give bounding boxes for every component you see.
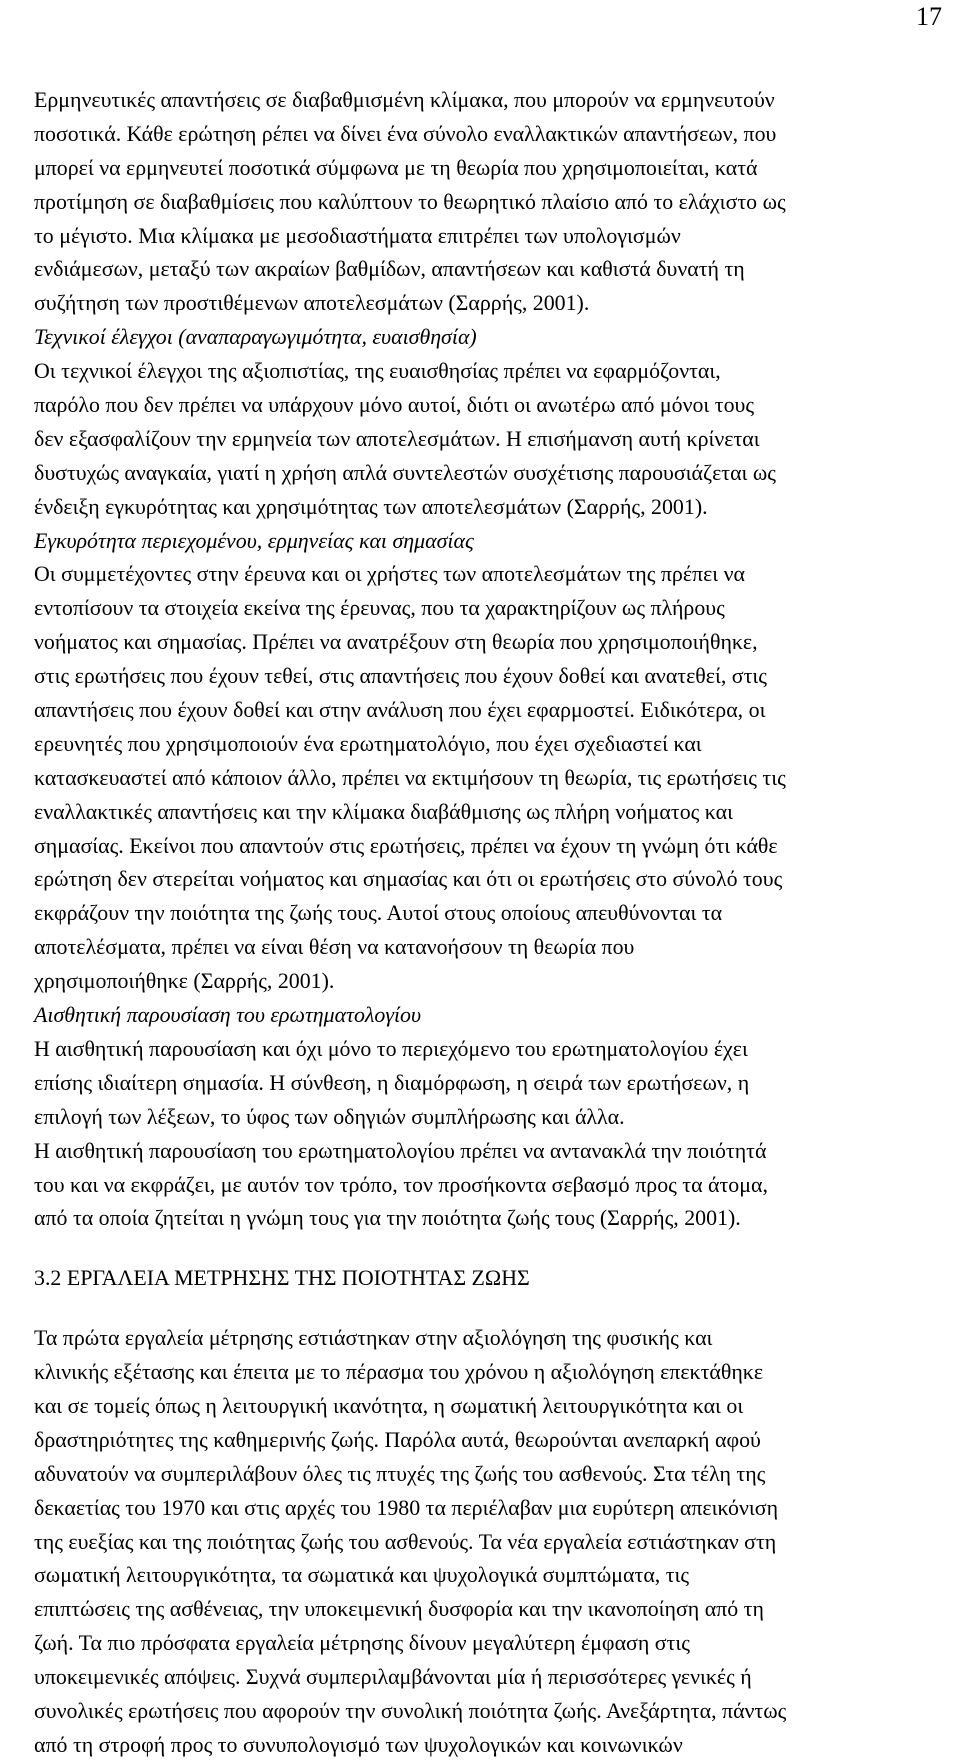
text-line: ενδιάμεσων, μεταξύ των ακραίων βαθμίδων, απαντήσεων και καθιστά δυνατή τη [34,256,745,282]
spacer [34,1235,944,1261]
text-line: ερώτηση δεν στερείται νοήματος και σημασίας και ότι οι ερωτήσεις στο σύνολό τους [34,866,783,892]
text-line: ποσοτικά. Κάθε ερώτηση ρέπει να δίνει ένα σύνολο εναλλακτικών απαντήσεων, που [34,120,777,146]
section-heading: 3.2 ΕΡΓΑΛΕΙΑ ΜΕΤΡΗΣΗΣ ΤΗΣ ΠΟΙΟΤΗΤΑΣ ΖΩΗΣ [34,1265,530,1291]
text-line: παρόλο που δεν πρέπει να υπάρχουν μόνο αυτοί, διότι οι ανωτέρω από μόνοι τους [34,392,755,418]
text-line: Τα πρώτα εργαλεία μέτρησης εστιάστηκαν στην αξιολόγηση της φυσικής και [34,1325,713,1351]
subheading-technical-checks: Τεχνικοί έλεγχοι (αναπαραγωγιμότητα, ευαισθησία) [34,324,477,350]
text-line: νοήματος και σημασίας. Πρέπει να ανατρέξουν στη θεωρία που χρησιμοποιήθηκε, [34,629,758,655]
text-line: και σε τομείς όπως η λειτουργική ικανότητα, η σωματική λειτουργικότητα και οι [34,1392,744,1418]
text-line: δεν εξασφαλίζουν την ερμηνεία των αποτελεσμάτων. Η επισήμανση αυτή κρίνεται [34,425,760,451]
subheading-content-validity: Εγκυρότητα περιεχομένου, ερμηνείας και σημασίας [34,527,474,553]
text-line: εναλλακτικές απαντήσεις και την κλίμακα διαβάθμισης ως πλήρη νοήματος και [34,798,733,824]
text-line: Οι συμμετέχοντες στην έρευνα και οι χρήστες των αποτελεσμάτων της πρέπει να [34,561,746,587]
text-line: επιλογή των λέξεων, το ύφος των οδηγιών συμπλήρωσης και άλλα. [34,1103,625,1129]
text-line: μπορεί να ερμηνευτεί ποσοτικά σύμφωνα με τη θεωρία που χρησιμοποιείται, κατά [34,154,758,180]
text-line: ερευνητές που χρησιμοποιούν ένα ερωτηματολόγιο, που έχει σχεδιαστεί και [34,730,702,756]
text-line: αδυνατούν να συμπεριλάβουν όλες τις πτυχές της ζωής του ασθενούς. Στα τέλη της [34,1460,766,1486]
text-line: εντοπίσουν τα στοιχεία εκείνα της έρευνας, που τα χαρακτηρίζουν ως πλήρους [34,595,725,621]
text-line: Οι τεχνικοί έλεγχοι της αξιοπιστίας, της ευαισθησίας πρέπει να εφαρμόζονται, [34,358,721,384]
text-line: συνολικές ερωτήσεις που αφορούν την συνολική ποιότητα ζωής. Ανεξάρτητα, πάντως [34,1697,787,1723]
text-line: το μέγιστο. Μια κλίμακα με μεσοδιαστήματα επιτρέπει των υπολογισμών [34,222,681,248]
text-line: της ευεξίας και της ποιότητας ζωής του ασθενούς. Τα νέα εργαλεία εστιάστηκαν στη [34,1528,777,1554]
text-line: χρησιμοποιήθηκε (Σαρρής, 2001). [34,968,335,994]
text-line: από τα οποία ζητείται η γνώμη τους για την ποιότητα ζωής τους (Σαρρής, 2001). [34,1205,741,1231]
text-line: ζωή. Τα πιο πρόσφατα εργαλεία μέτρησης δίνουν μεγαλύτερη έμφαση στις [34,1630,690,1656]
text-line: Η αισθητική παρουσίαση και όχι μόνο το περιεχόμενο του ερωτηματολογίου έχει [34,1035,748,1061]
text-line: σημασίας. Εκείνοι που απαντούν στις ερωτήσεις, πρέπει να έχουν τη γνώμη ότι κάθε [34,832,778,858]
document-body [34,83,944,1762]
text-line: κλινικής εξέτασης και έπειτα με το πέρασμα του χρόνου η αξιολόγηση επεκτάθηκε [34,1359,764,1385]
text-line: αποτελέσματα, πρέπει να είναι θέση να κατανοήσουν τη θεωρία που [34,934,635,960]
text-line: υποκειμενικές απόψεις. Συχνά συμπεριλαμβάνονται μία ή περισσότερες γενικές ή [34,1664,752,1690]
text-line: δυστυχώς αναγκαία, γιατί η χρήση απλά συντελεστών συσχέτισης παρουσιάζεται ως [34,459,776,485]
text-line: δραστηριότητες της καθημερινής ζωής. Παρόλα αυτά, θεωρούνται ανεπαρκή αφού [34,1426,761,1452]
subheading-aesthetic-presentation: Αισθητική παρουσίαση του ερωτηματολογίου [34,1002,422,1028]
text-line: προτίμηση σε διαβαθμίσεις που καλύπτουν το θεωρητικό πλαίσιο από το ελάχιστο ως [34,188,786,214]
text-line: επίσης ιδιαίτερη σημασία. Η σύνθεση, η διαμόρφωση, η σειρά των ερωτήσεων, η [34,1069,750,1095]
text-line: σωματική λειτουργικότητα, τα σωματικά και ψυχολογικά συμπτώματα, τις [34,1562,690,1588]
text-line: στις ερωτήσεις που έχουν τεθεί, στις απαντήσεις που έχουν δοθεί και ανατεθεί, στις [34,663,767,689]
text-line: Η αισθητική παρουσίαση του ερωτηματολογίου πρέπει να αντανακλά την ποιότητά [34,1137,767,1163]
text-line: ένδειξη εγκυρότητας και χρησιμότητας των αποτελεσμάτων (Σαρρής, 2001). [34,493,708,519]
text-line: συζήτηση των προστιθέμενων αποτελεσμάτων (Σαρρής, 2001). [34,290,590,316]
text-line: από τη στροφή προς το συνυπολογισμό των ψυχολογικών και κοινωνικών [34,1731,683,1757]
text-line: απαντήσεις που έχουν δοθεί και στην ανάλυση που έχει εφαρμοστεί. Ειδικότερα, οι [34,697,766,723]
text-line: δεκαετίας του 1970 και στις αρχές του 1980 τα περιέλαβαν μια ευρύτερη απεικόνιση [34,1494,779,1520]
text-line: επιπτώσεις της ασθένειας, την υποκειμενική δυσφορία και την ικανοποίηση από τη [34,1596,764,1622]
text-line: εκφράζουν την ποιότητα της ζωής τους. Αυτοί στους οποίους απευθύνονται τα [34,900,723,926]
text-line: κατασκευαστεί από κάποιον άλλο, πρέπει να εκτιμήσουν τη θεωρία, τις ερωτήσεις τις [34,764,786,790]
page-number: 17 [916,2,942,31]
spacer [34,1295,944,1321]
text-line: Ερμηνευτικές απαντήσεις σε διαβαθμισμένη κλίμακα, που μπορούν να ερμηνευτούν [34,87,775,112]
text-line: του και να εκφράζει, με αυτόν τον τρόπο, τον προσήκοντα σεβασμό προς τα άτομα, [34,1171,768,1197]
